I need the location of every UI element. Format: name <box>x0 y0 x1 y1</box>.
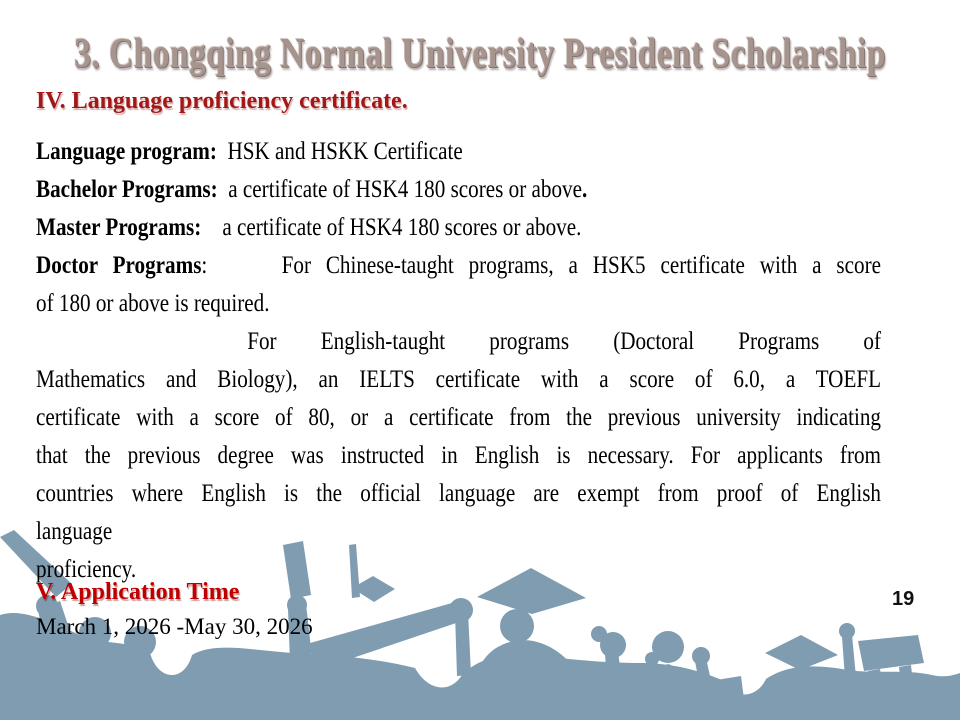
requirement-label: Language program: <box>36 138 217 165</box>
requirement-text: HSK and HSKK Certificate <box>216 138 463 165</box>
paragraph-line: countries where English is the official language are exempt from proof of English <box>36 480 881 507</box>
requirement-line <box>36 209 881 247</box>
paragraph-line: language <box>36 518 113 545</box>
section-iv-heading: IV. Language proficiency certificate. <box>36 88 408 114</box>
slide-title: 3. Chongqing Normal University President Scholarship <box>74 31 886 77</box>
paragraph-line: proficiency. <box>36 556 137 583</box>
requirement-text: of 180 or above is required. <box>36 290 270 317</box>
requirements-block <box>36 133 881 589</box>
requirement-line <box>36 247 881 285</box>
requirement-text: For Chinese-taught programs, a HSK5 certificate with a score <box>207 252 881 279</box>
requirement-label: Bachelor Programs: <box>36 176 218 203</box>
paragraph-line: Mathematics and Biology), an IELTS certificate with a score of 6.0, a TOEFL <box>36 366 881 393</box>
requirement-line <box>36 171 881 209</box>
requirement-text: a certificate of HSK4 180 scores or above. <box>201 214 582 241</box>
application-date-range: March 1, 2026 -May 30, 2026 <box>36 614 313 639</box>
requirement-line <box>36 285 881 323</box>
requirement-tail: . <box>581 176 588 203</box>
requirement-line <box>36 133 881 171</box>
requirement-label: Master Programs: <box>36 214 202 241</box>
paragraph-line: certificate with a score of 80, or a certificate from the previous university indicating <box>36 404 881 431</box>
requirement-text: a certificate of HSK4 180 scores or above <box>217 176 582 203</box>
paragraph-line: For English-taught programs (Doctoral Programs of <box>247 328 881 355</box>
page-number: 19 <box>892 588 915 610</box>
section-v-heading: V. Application Time <box>36 579 240 605</box>
requirement-sep: : <box>201 252 208 279</box>
paragraph-line: that the previous degree was instructed in English is necessary. For applicants from <box>36 442 881 469</box>
requirement-label: Doctor Programs <box>36 252 202 279</box>
